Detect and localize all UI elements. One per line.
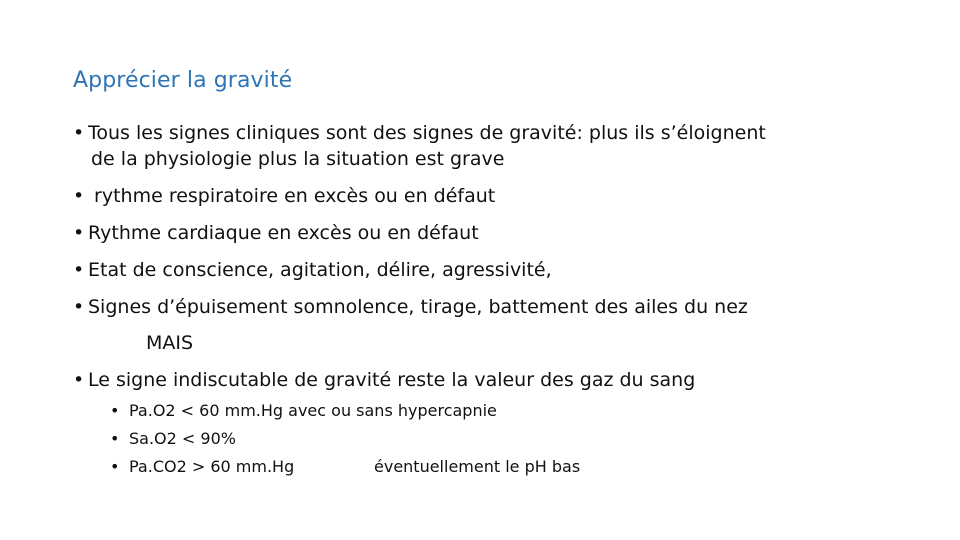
bullet-text: Signes d’épuisement somnolence, tirage, battement des ailes du nez <box>88 296 748 318</box>
bullet-text: Etat de conscience, agitation, délire, agressivité, <box>88 259 552 281</box>
bullet-text: rythme respiratoire en excès ou en défaut <box>88 185 496 207</box>
bullet-dot: • <box>73 259 85 281</box>
bullet-item <box>73 221 479 245</box>
bullet-item <box>73 258 552 282</box>
bullet-dot: • <box>73 222 85 244</box>
sub-bullet-text: Sa.O2 < 90% <box>129 429 236 448</box>
bullet-text: Tous les signes cliniques sont des signes de gravité: plus ils s’éloignent <box>88 122 766 144</box>
sub-bullet-text: Pa.CO2 > 60 mm.Hg <box>129 457 295 476</box>
sub-bullet-note: éventuellement le pH bas <box>374 457 581 476</box>
bullet-item <box>73 368 695 392</box>
sub-bullet-item <box>110 401 497 421</box>
sub-bullet-item <box>110 457 294 477</box>
bullet-dot: • <box>73 185 85 207</box>
mais-label: MAIS <box>146 332 194 354</box>
sub-bullet-text: Pa.O2 < 60 mm.Hg avec ou sans hypercapnie <box>129 401 497 420</box>
bullet-item <box>73 295 748 319</box>
sub-bullet-item <box>110 429 236 449</box>
bullet-dot: • <box>73 296 85 318</box>
bullet-continuation: de la physiologie plus la situation est grave <box>91 148 505 170</box>
slide-title: Apprécier la gravité <box>73 68 293 93</box>
bullet-item <box>73 184 495 208</box>
sub-bullet-dot: • <box>110 457 120 476</box>
bullet-dot: • <box>73 369 85 391</box>
sub-bullet-dot: • <box>110 429 120 448</box>
bullet-item <box>73 121 766 145</box>
sub-bullet-dot: • <box>110 401 120 420</box>
bullet-text: Rythme cardiaque en excès ou en défaut <box>88 222 479 244</box>
bullet-text: Le signe indiscutable de gravité reste la valeur des gaz du sang <box>88 369 696 391</box>
bullet-dot: • <box>73 122 85 144</box>
